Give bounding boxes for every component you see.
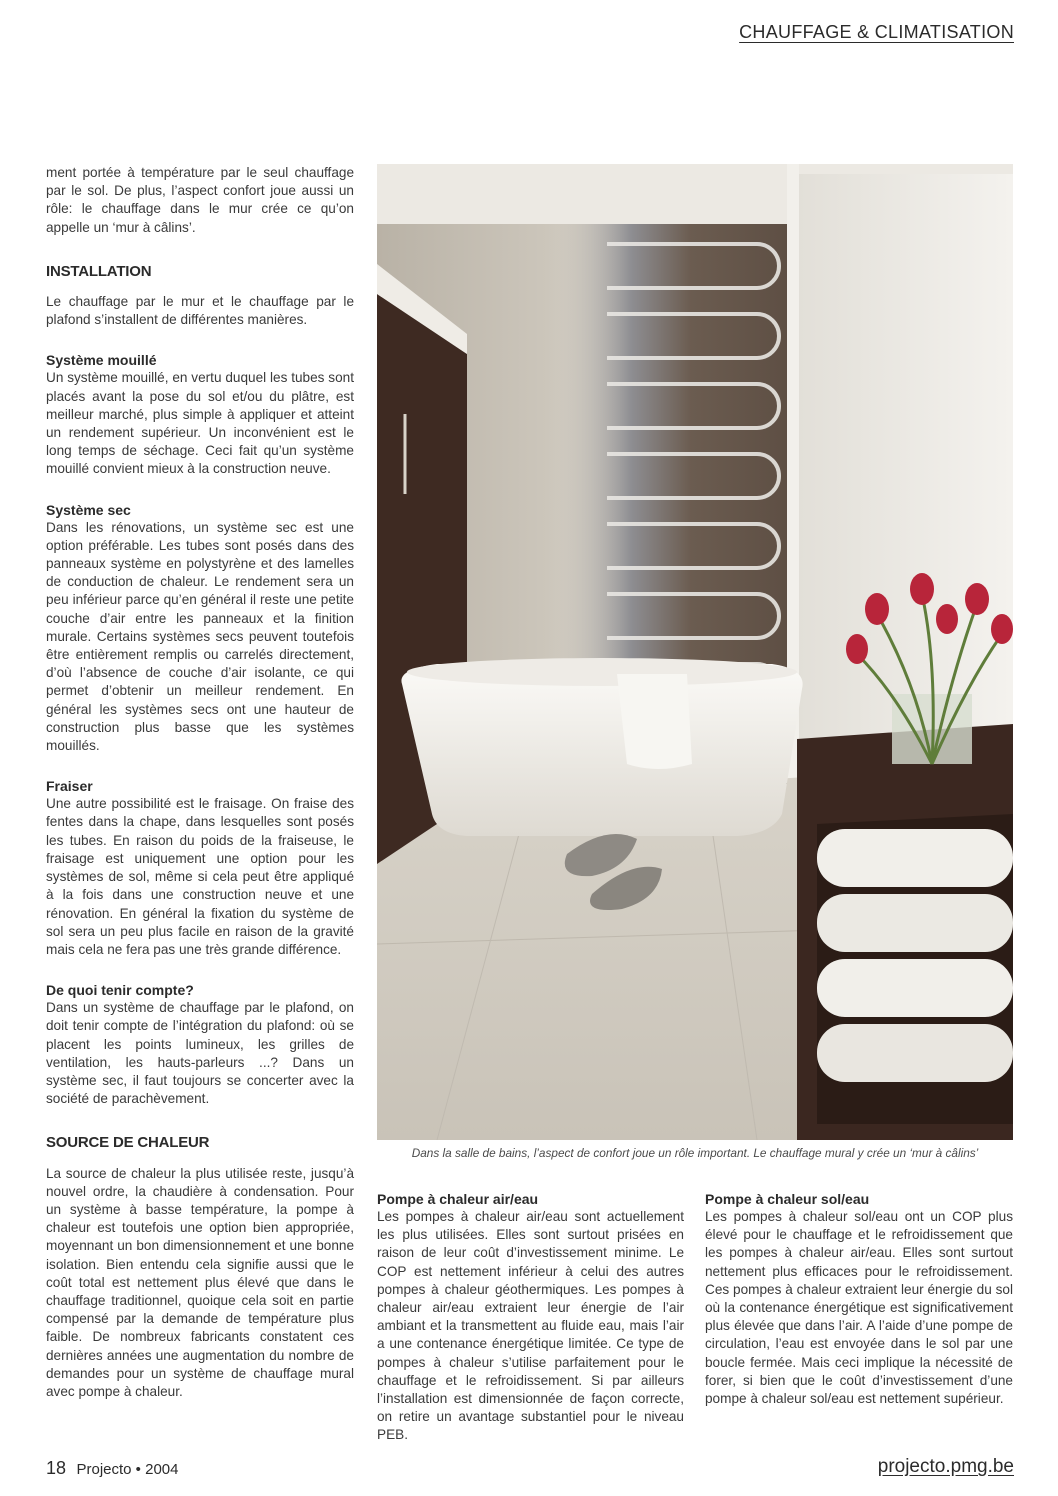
installation-paragraph: Le chauffage par le mur et le chauffage par le plafond s’installent de différentes manières. [46,294,354,328]
intro-paragraph: ment portée à température par le seul chauffage par le sol. De plus, l’aspect confort joue aussi un rôle: le chauffage dans le mur crée ce qu’on appelle un ‘mur à câlins’. [46,165,354,235]
ground-water-paragraph: Les pompes à chaleur sol/eau ont un COP plus élevé pour le chauffage et le refroidissement que les pompes à chaleur air/eau. Elles sont surtout nettement plus efficaces pour le refroidissement. Ces pompes à chaleur extraient leur énergie du sol où la contenance énergétique est significativement plus élevée que dans l’air. A l’aide d’une pompe de circulation, l’eau est envoyée dans le sol par une boucle fermée. Mais ceci implique la nécessité de forer, si bien que le coût d’investissement d’une pompe à chaleur sol/eau est nettement supérieur. [705,1209,1013,1407]
right-text-column [705,1190,1013,1408]
heat-source-heading: SOURCE DE CHALEUR [46,1134,210,1152]
footer-left [46,1458,178,1479]
ground-water-heading: Pompe à chaleur sol/eau [705,1191,870,1207]
dry-system-paragraph: Dans les rénovations, un système sec est une option préférable. Les tubes sont posés dans des panneaux système en polystyrène et des lamelles de conduction de chaleur. Le rendement sera un peu inférieur parce qu’en général il reste une petite couche d’air entre les panneaux et la finition murale. Certains systèmes secs peuvent toutefois être entièrement remplis ou carrelés directement, d’où l’absence de couche d’air isolante, ce qui permet d’obtenir un meilleur rendement. En général les systèmes secs ont une hauteur de construction plus basse que les systèmes mouillés. [46,519,354,754]
wet-system-heading: Système mouillé [46,352,157,369]
considerations-paragraph: Dans un système de chauffage par le plafond, on doit tenir compte de l’intégration du plafond: où se placent les points lumineux, les grilles de ventilation, les hauts-parleurs ...? Dans un système sec, il faut toujours se concerter avec la société de parachèvement. [46,1000,354,1107]
page-number: 18 [46,1458,67,1478]
dry-system-heading: Système sec [46,501,131,518]
section-title: CHAUFFAGE & CLIMATISATION [739,22,1014,42]
bathroom-photo [377,164,1013,1140]
website-link[interactable]: projecto.pmg.be [877,1456,1014,1477]
photo-caption: Dans la salle de bains, l’aspect de confort joue un rôle important. Le chauffage mural y crée un ‘mur à câlins’ [411,1146,979,1160]
heat-source-paragraph: La source de chaleur la plus utilisée reste, jusqu’à nouvel ordre, la chaudière à condensation. Pour un système à basse température, la pompe à chaleur est toutefois une option bien appropriée, moyennant un bon dimensionnement et une bonne isolation. Bien entendu cela signifie aussi que le coût total est nettement plus élevé que dans le chauffage traditionnel, quoique cela soit en partie compensé par la demande de température plus faible. De nombreux fabricants constatent ces dernières années une augmentation du nombre de demandes pour un système de chauffage mural avec pompe à chaleur. [46,1165,354,1399]
left-text-column [46,164,354,1401]
installation-heading: INSTALLATION [46,262,152,280]
magazine-name: Projecto • 2004 [76,1461,179,1478]
air-water-heading: Pompe à chaleur air/eau [377,1191,539,1207]
air-water-paragraph: Les pompes à chaleur air/eau sont actuellement les plus utilisées. Elles sont surtout prisées en raison de leur coût d’investissement minime. Le COP est nettement inférieur à celui des autres pompes à chaleur géothermiques. Les pompes à chaleur air/eau extraient leur énergie de l’air ambiant et la transmettent au fluide eau, mais l’air a une contenance énergétique limitée. Ce type de pompes à chaleur s’utilise parfaitement pour le chauffage et le refroidissement. Si par ailleurs l’installation est dimensionnée de façon correcte, on retire un avantage substantiel pour le niveau PEB. [377,1209,684,1443]
milling-heading: Fraiser [46,778,93,795]
wet-system-paragraph: Un système mouillé, en vertu duquel les tubes sont placés avant la pose du sol et/ou du plâtre, est meilleur marché, plus simple à appliquer et atteint un rendement supérieur. Un inconvénient est le long temps de séchage. Ceci fait qu’un système mouillé convient mieux à la construction neuve. [46,370,354,477]
middle-text-column [377,1190,684,1445]
milling-paragraph: Une autre possibilité est le fraisage. On fraise des fentes dans la chape, dans lesquelles sont posés les tubes. En raison du poids de la fraiseuse, le fraisage est uniquement une option pour les systèmes de sol, même si cela peut être appliqué à la fois dans une construction neuve et une rénovation. En général la fixation du système de sol sera un peu plus facile en raison de la gravité mais cela ne fera pas une très grande différence. [46,796,354,957]
considerations-heading: De quoi tenir compte? [46,982,194,999]
